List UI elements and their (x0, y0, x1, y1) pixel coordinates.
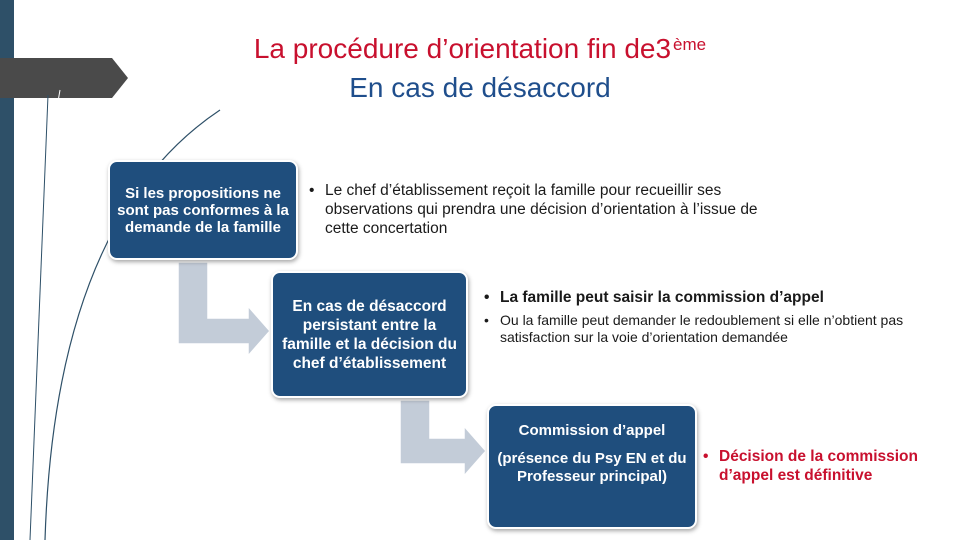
step2-main-bullets (484, 288, 904, 307)
slide-title-line1 (0, 32, 960, 66)
step1-box-text: Si les propositions ne sont pas conformes à la demande de la famille (117, 184, 289, 236)
title-superscript: ème (673, 35, 707, 54)
step3-bullets (703, 447, 958, 485)
step3-box (487, 404, 697, 529)
step1-bullet: • Le chef d’établissement reçoit la famille pour recueillir ses observations qui prendra une décision d’orientation à l’issue de cette concertation (309, 181, 769, 238)
step3-box-title: Commission d’appel (518, 422, 666, 439)
step3-box-detail: (présence du Psy EN et du Professeur principal) (497, 450, 687, 485)
step2-main-bullet: • La famille peut saisir la commission d’appel (484, 288, 904, 307)
step2-sub-bullets (484, 312, 904, 346)
step1-bullets (309, 181, 769, 238)
arrow-step1-to-step2 (178, 262, 270, 356)
step3-bullet: • Décision de la commission d’appel est définitive (703, 447, 958, 485)
step2-box-text: En cas de désaccord persistant entre la famille et la décision du chef d’établissement (282, 297, 457, 372)
slide-title-line2: En cas de désaccord (349, 72, 611, 103)
step1-box (108, 160, 298, 260)
title-main-text: La procédure d’orientation fin de3 (253, 33, 672, 64)
step2-sub-bullet: • Ou la famille peut demander le redoublement si elle n’obtient pas satisfaction sur la voie d’orientation demandée (484, 312, 904, 346)
step2-box (271, 271, 468, 398)
arrow-step2-to-step3 (400, 400, 486, 476)
